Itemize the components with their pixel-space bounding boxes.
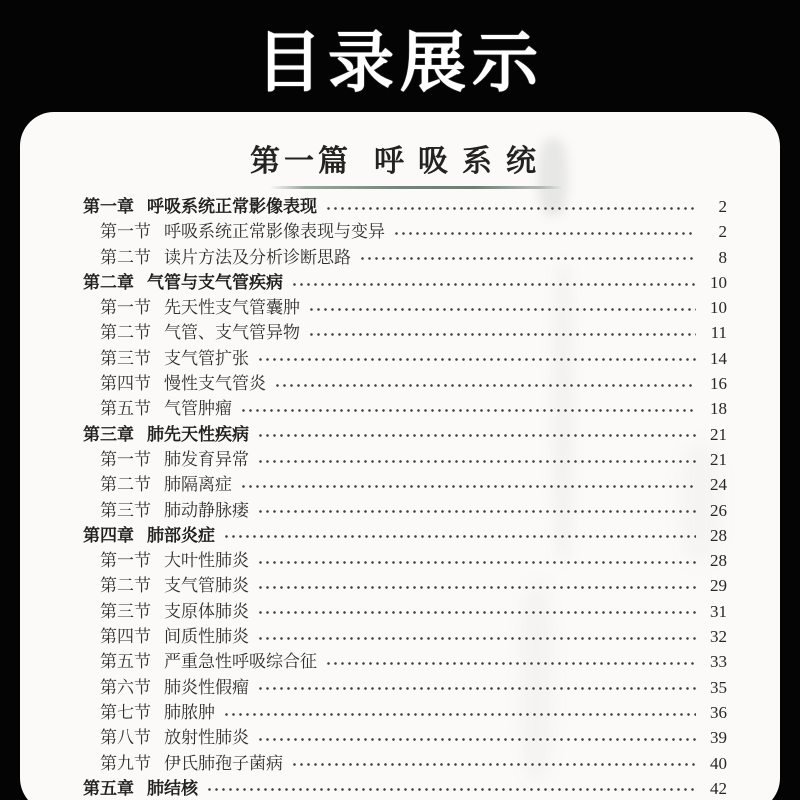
toc-page	[20, 112, 780, 800]
toc-row-title: 肺炎性假瘤	[164, 677, 249, 697]
dot-leader	[357, 245, 696, 270]
dot-leader	[391, 219, 696, 244]
toc-row-title: 肺结核	[147, 778, 198, 798]
toc-row-label: 第三节	[100, 500, 151, 520]
toc-row	[83, 194, 727, 219]
toc-row-title: 气管与支气管疾病	[147, 272, 283, 292]
toc-row-label: 第三节	[100, 601, 151, 621]
dot-leader	[221, 523, 696, 548]
toc-row-title: 支气管扩张	[164, 348, 249, 368]
toc-row-title: 大叶性肺炎	[164, 551, 249, 571]
toc-row-title: 支原体肺炎	[164, 601, 249, 621]
toc-row-title: 呼吸系统正常影像表现	[147, 197, 317, 216]
toc-row-label: 第四章	[83, 525, 134, 545]
toc-row-title: 慢性支气管炎	[164, 374, 266, 394]
toc-row	[83, 295, 727, 320]
toc-row-title: 肺动静脉瘘	[164, 500, 249, 520]
toc-row-title: 严重急性呼吸综合征	[164, 652, 317, 672]
toc-row-label: 第五节	[100, 399, 151, 419]
toc-row-label: 第八节	[100, 728, 151, 748]
toc-row-title: 肺发育异常	[164, 449, 249, 469]
toc-row	[83, 245, 727, 270]
dot-leader	[255, 599, 696, 624]
toc-row-label: 第二章	[83, 272, 134, 292]
page-number: 28	[710, 551, 727, 571]
dot-leader	[323, 649, 696, 674]
toc-row-label: 第六节	[100, 677, 151, 697]
dot-leader	[255, 624, 696, 649]
toc-row-title: 气管、支气管异物	[164, 323, 300, 343]
page-number: 10	[710, 298, 727, 318]
toc-row-label: 第二节	[100, 576, 151, 596]
dot-leader	[306, 295, 696, 320]
page-number: 42	[710, 778, 727, 798]
toc-row	[83, 498, 727, 523]
toc-row-label: 第一章	[83, 197, 134, 216]
page-number: 40	[710, 753, 727, 773]
banner	[0, 0, 800, 112]
dot-leader	[238, 396, 696, 421]
part-name: 呼吸系统	[374, 145, 550, 178]
toc-row-title: 伊氏肺孢子菌病	[164, 753, 283, 773]
dot-leader	[289, 751, 696, 776]
page-number: 28	[710, 525, 727, 545]
toc-row-label: 第五章	[83, 778, 134, 798]
toc-row-title: 先天性支气管囊肿	[164, 298, 300, 318]
dot-leader	[255, 548, 696, 573]
toc-row-title: 肺先天性疾病	[147, 424, 249, 444]
toc-row	[83, 320, 727, 345]
page-number: 26	[710, 500, 727, 520]
toc-row	[83, 624, 727, 649]
toc-row-label: 第一节	[100, 449, 151, 469]
page-number: 8	[718, 247, 727, 267]
page-number: 16	[710, 374, 727, 394]
page-number: 11	[710, 323, 727, 343]
toc-row-title: 肺隔离症	[164, 475, 232, 495]
toc-row-title: 放射性肺炎	[164, 728, 249, 748]
page-number: 35	[710, 677, 727, 697]
toc-row	[83, 675, 727, 700]
toc-row-label: 第四节	[100, 374, 151, 394]
page-number: 36	[710, 702, 727, 722]
toc-row	[83, 548, 727, 573]
toc-row	[83, 573, 727, 598]
toc-row	[83, 219, 727, 244]
page-number: 14	[710, 348, 727, 368]
toc-row-label: 第五节	[100, 652, 151, 672]
page-number: 2	[718, 222, 727, 242]
dot-leader	[221, 700, 696, 725]
toc-row-label: 第二节	[100, 323, 151, 343]
toc-row-title: 支气管肺炎	[164, 576, 249, 596]
part-heading	[20, 136, 780, 189]
page-number: 32	[710, 627, 727, 647]
toc-row	[83, 523, 727, 548]
toc-row	[83, 472, 727, 497]
page-number: 18	[710, 399, 727, 419]
toc-row	[83, 776, 727, 800]
dot-leader	[272, 371, 696, 396]
toc-row	[83, 371, 727, 396]
part-label: 第一篇	[250, 145, 352, 178]
toc-row-label: 第三节	[100, 348, 151, 368]
toc-row-title: 读片方法及分析诊断思路	[164, 247, 351, 267]
toc-row-label: 第九节	[100, 753, 151, 773]
toc-row-label: 第七节	[100, 702, 151, 722]
dot-leader	[238, 472, 696, 497]
toc-row	[83, 649, 727, 674]
toc-row-title: 肺部炎症	[147, 525, 215, 545]
toc-row	[83, 346, 727, 371]
banner-title: 目录展示	[256, 26, 544, 100]
toc-row	[83, 700, 727, 725]
dot-leader	[255, 447, 696, 472]
dot-leader	[323, 194, 696, 219]
toc-row	[83, 270, 727, 295]
dot-leader	[204, 776, 696, 800]
dot-leader	[255, 675, 696, 700]
toc-row-label: 第一节	[100, 298, 151, 318]
page-number: 10	[710, 272, 727, 292]
toc-row-title: 间质性肺炎	[164, 627, 249, 647]
dot-leader	[255, 422, 696, 447]
toc-row-label: 第二节	[100, 247, 151, 267]
page-number: 2	[718, 197, 727, 216]
page-number: 21	[710, 449, 727, 469]
toc-row	[83, 422, 727, 447]
toc-row-label: 第一节	[100, 551, 151, 571]
dot-leader	[306, 320, 696, 345]
toc-row-label: 第二节	[100, 475, 151, 495]
page-number: 24	[710, 475, 727, 495]
toc-row	[83, 396, 727, 421]
dot-leader	[255, 346, 696, 371]
dot-leader	[255, 573, 696, 598]
page-number: 29	[710, 576, 727, 596]
dot-leader	[255, 725, 696, 750]
page-number: 31	[710, 601, 727, 621]
toc-row	[83, 447, 727, 472]
toc-row-label: 第三章	[83, 424, 134, 444]
toc-list	[83, 194, 727, 800]
dot-leader	[289, 270, 696, 295]
page-number: 33	[710, 652, 727, 672]
page-number: 39	[710, 728, 727, 748]
dot-leader	[255, 498, 696, 523]
part-heading-line	[20, 136, 780, 180]
toc-row-title: 肺脓肿	[164, 702, 215, 722]
toc-row-title: 呼吸系统正常影像表现与变异	[164, 222, 385, 242]
toc-row	[83, 725, 727, 750]
part-underline-decoration	[270, 186, 562, 189]
toc-row-label: 第四节	[100, 627, 151, 647]
toc-row	[83, 599, 727, 624]
toc-row-title: 气管肿瘤	[164, 399, 232, 419]
page-number: 21	[710, 424, 727, 444]
toc-row	[83, 751, 727, 776]
toc-row-label: 第一节	[100, 222, 151, 242]
